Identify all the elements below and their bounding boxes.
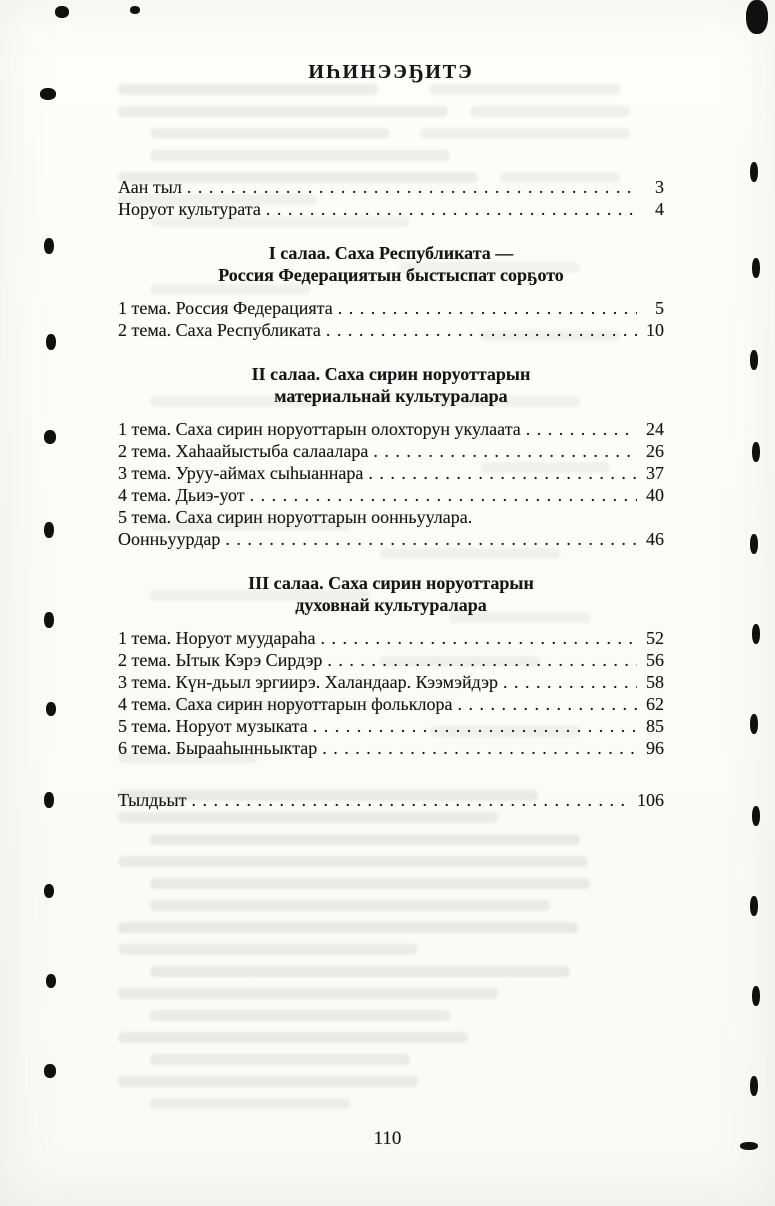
toc-leader-dots <box>250 484 637 506</box>
toc-leader-dots <box>192 789 632 811</box>
section-heading-line: I салаа. Саха Республиката — <box>268 243 514 263</box>
section-heading-line: материальнай культуралара <box>274 386 508 406</box>
toc-entries <box>118 176 664 811</box>
toc-entry-page: 40 <box>646 485 664 505</box>
toc-entry <box>118 440 664 462</box>
scan-mark <box>46 702 56 716</box>
toc-entry <box>118 176 664 198</box>
scan-mark <box>750 714 758 734</box>
toc-entry-label: Норуот культурата <box>118 199 261 219</box>
bleed-through-line <box>118 1076 418 1087</box>
toc-entry <box>118 462 664 484</box>
bleed-through-line <box>118 812 498 823</box>
bleed-through-line <box>150 900 550 911</box>
scan-mark <box>44 1064 56 1078</box>
bleed-through-line <box>118 944 418 955</box>
scan-mark <box>44 612 54 628</box>
toc-section <box>118 363 664 550</box>
toc-entry-page: 4 <box>655 199 664 219</box>
toc-entry <box>118 737 664 759</box>
toc-entry-label: 2 тема. Ытык Кэрэ Сирдэр <box>118 650 323 670</box>
scan-mark <box>55 6 69 18</box>
page-number: 110 <box>373 1128 402 1149</box>
toc-entry <box>118 649 664 671</box>
toc-entry-label: 1 тема. Россия Федерацията <box>118 298 333 318</box>
toc-leader-dots <box>373 440 637 462</box>
toc-entry-page: 62 <box>646 694 664 714</box>
scan-mark <box>130 6 140 14</box>
toc-entry <box>118 319 664 341</box>
toc-entry-label: 2 тема. Саха Республиката <box>118 320 321 340</box>
toc-entry-label: 6 тема. Бырааһынньыктар <box>118 738 318 758</box>
bleed-through-line <box>118 988 498 999</box>
toc-leader-dots <box>313 715 637 737</box>
toc-entry-page: 46 <box>646 529 664 549</box>
section-heading-line: II салаа. Саха сирин норуоттарын <box>251 364 531 384</box>
bleed-through-line <box>118 856 588 867</box>
scan-mark <box>752 986 760 1006</box>
toc-leader-dots <box>503 671 637 693</box>
toc-leader-dots <box>327 649 637 671</box>
page-title: ИҺИНЭЭҔИТЭ <box>308 61 474 83</box>
bleed-through-line <box>150 966 570 977</box>
toc-entry-label: Аан тыл <box>118 177 182 197</box>
toc-entry-page: 52 <box>646 628 664 648</box>
toc-leader-dots <box>526 418 637 440</box>
toc-leader-dots <box>187 176 637 198</box>
scan-mark <box>46 334 56 350</box>
toc-entry <box>118 528 664 550</box>
toc-leader-dots <box>266 198 637 220</box>
toc-entry-page: 37 <box>646 463 664 483</box>
scan-mark <box>752 624 760 644</box>
toc-entry-label: 3 тема. Күн-дьыл эргиирэ. Халандаар. Кээмэйдэр <box>118 672 498 692</box>
toc-entry-label: 5 тема. Норуот музыката <box>118 716 308 736</box>
toc-entry-page: 26 <box>646 441 664 461</box>
toc-entry-label: Тылдьыт <box>118 790 187 810</box>
toc-entry-label: 2 тема. Хаһаайыстыба салаалара <box>118 441 369 461</box>
scan-mark <box>44 238 54 254</box>
toc-entry-label: 4 тема. Дьиэ-уот <box>118 485 245 505</box>
toc-leader-dots <box>326 319 637 341</box>
section-heading <box>118 572 664 616</box>
toc-entry-page: 10 <box>646 320 664 340</box>
bleed-through-line <box>118 922 578 933</box>
table-of-contents <box>118 60 664 811</box>
toc-entry <box>118 627 664 649</box>
toc-leader-dots <box>368 462 637 484</box>
toc-entry-page: 85 <box>646 716 664 736</box>
bleed-through-line <box>150 878 590 889</box>
scan-mark <box>44 522 54 538</box>
toc-entry-label: 1 тема. Норуот муудараһа <box>118 628 316 648</box>
scan-mark <box>746 0 768 34</box>
toc-entry-page: 96 <box>646 738 664 758</box>
toc-entry-page: 106 <box>637 790 664 810</box>
toc-entry <box>118 671 664 693</box>
toc-entry-label: Оонньуурдар <box>118 529 221 549</box>
scan-mark <box>44 430 56 444</box>
scan-mark <box>750 1076 758 1096</box>
toc-entry <box>118 715 664 737</box>
toc-leader-dots <box>322 737 637 759</box>
bleed-through-line <box>150 1010 450 1021</box>
toc-section <box>118 572 664 759</box>
scan-mark <box>46 974 56 988</box>
toc-entry-page: 3 <box>655 177 664 197</box>
section-heading-line: Россия Федерациятын быстыспат сорҕото <box>218 265 564 285</box>
toc-back-entry <box>118 789 664 811</box>
toc-entry-page: 24 <box>646 419 664 439</box>
scan-mark <box>750 350 758 370</box>
scan-mark <box>44 884 54 898</box>
scan-mark <box>44 792 54 808</box>
toc-entry <box>118 198 664 220</box>
section-heading-line: III салаа. Саха сирин норуоттарын <box>248 573 534 593</box>
section-heading <box>118 242 664 286</box>
toc-entry-label: 3 тема. Уруу-аймах сыһыаннара <box>118 463 364 483</box>
section-heading <box>118 363 664 407</box>
toc-entry-label: 4 тема. Саха сирин норуоттарын фольклора <box>118 694 453 714</box>
toc-entry-page: 5 <box>655 298 664 318</box>
section-heading-line: духовнай культуралара <box>295 595 487 615</box>
bleed-through-line <box>150 1054 410 1065</box>
scan-mark <box>750 896 758 916</box>
toc-section <box>118 242 664 341</box>
scan-mark <box>40 88 56 100</box>
toc-entry-page: 56 <box>646 650 664 670</box>
scan-mark <box>750 162 758 182</box>
toc-entry-label: 1 тема. Саха сирин норуоттарын олохторун укулаата <box>118 419 521 439</box>
toc-entry <box>118 297 664 319</box>
bleed-through-line <box>118 1032 468 1043</box>
scan-mark <box>752 258 760 278</box>
toc-entry <box>118 693 664 715</box>
toc-entry-page: 58 <box>646 672 664 692</box>
toc-leader-dots <box>320 627 637 649</box>
scan-mark <box>752 442 760 462</box>
toc-leader-dots <box>457 693 637 715</box>
scan-mark <box>750 534 758 554</box>
toc-leader-dots <box>225 528 637 550</box>
toc-entry <box>118 418 664 440</box>
toc-leader-dots <box>338 297 637 319</box>
toc-entry <box>118 789 664 811</box>
bleed-through-line <box>150 1098 350 1109</box>
scan-mark <box>752 806 760 826</box>
toc-entry-label-wrapped: 5 тема. Саха сирин норуоттарын оонньуулара. <box>118 507 473 527</box>
bleed-through-line <box>150 834 580 845</box>
toc-entry <box>118 484 664 506</box>
